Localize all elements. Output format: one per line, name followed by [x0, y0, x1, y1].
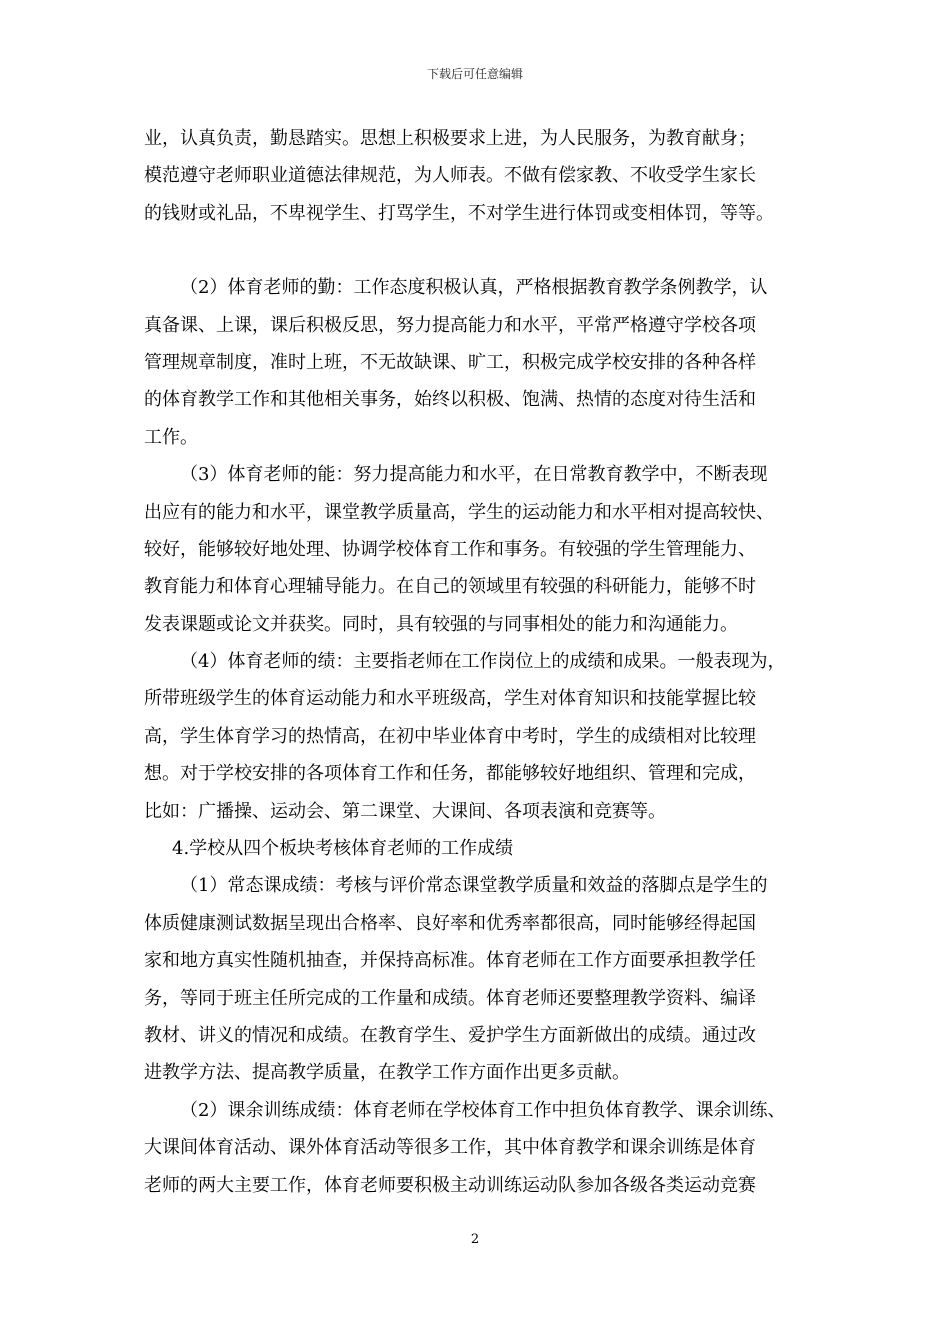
text-line: 务，等同于班主任所完成的工作量和成绩。体育老师还要整理教学资料、编译: [144, 987, 756, 1009]
text-line: 家和地方真实性随机抽查，并保持高标准。体育老师在工作方面要承担教学任: [144, 950, 756, 972]
text-line: 教育能力和体育心理辅导能力。在自己的领域里有较强的科研能力，能够不时: [144, 576, 756, 598]
paragraph-continuation: [144, 120, 809, 232]
text-line: 进教学方法、提高教学质量，在教学工作方面作出更多贡献。: [144, 1062, 630, 1084]
paragraph-regular-class: [144, 867, 809, 1091]
text-line: 比如：广播操、运动会、第二课堂、大课间、各项表演和竞赛等。: [144, 800, 666, 822]
paragraph-diligence: [144, 269, 809, 456]
text-line: 发表课题或论文并获奖。同时，具有较强的与同事相处的能力和沟通能力。: [144, 613, 738, 635]
paragraph-ability: [144, 456, 809, 643]
document-body: [144, 120, 809, 1204]
text-line: 模范遵守老师职业道德法律规范，为人师表。不做有偿家教、不收受学生家长: [144, 165, 756, 187]
text-line: 工作。: [144, 426, 198, 448]
text-line: 业，认真负责，勤恳踏实。思想上积极要求上进，为人民服务，为教育献身；: [144, 128, 756, 149]
text-line: 大课间体育活动、课外体育活动等很多工作，其中体育教学和课余训练是体育: [144, 1137, 756, 1159]
text-line: 的钱财或礼品，不卑视学生、打骂学生，不对学生进行体罚或变相体罚，等等。: [144, 202, 774, 224]
text-line: 所带班级学生的体育运动能力和水平班级高，学生对体育知识和技能掌握比较: [144, 688, 756, 710]
text-line: （2）体育老师的勤：工作态度积极认真，严格根据教育教学条例教学，认: [180, 277, 768, 299]
text-line: （4）体育老师的绩：主要指老师在工作岗位上的成绩和成果。一般表现为，: [180, 651, 786, 673]
text-line: （1）常态课成绩：考核与评价常态课堂教学质量和效益的落脚点是学生的: [180, 875, 768, 897]
paragraph-gap: [144, 232, 809, 269]
paragraph-achievement: [144, 643, 809, 830]
text-line: 想。对于学校安排的各项体育工作和任务，都能够较好地组织、管理和完成，: [144, 763, 756, 785]
text-line: 体质健康测试数据呈现出合格率、良好率和优秀率都很高，同时能够经得起国: [144, 912, 756, 934]
text-line: 较好，能够较好地处理、协调学校体育工作和事务。有较强的学生管理能力、: [144, 538, 756, 560]
text-line: 的体育教学工作和其他相关事务，始终以积极、饱满、热情的态度对待生活和: [144, 389, 756, 411]
text-line: 管理规章制度，准时上班，不无故缺课、旷工，积极完成学校安排的各种各样: [144, 351, 756, 373]
paragraph-extracurricular-training: [144, 1092, 809, 1204]
text-line: （3）体育老师的能：努力提高能力和水平，在日常教育教学中，不断表现: [180, 464, 768, 486]
text-line: 高，学生体育学习的热情高，在初中毕业体育中考时，学生的成绩相对比较理: [144, 725, 756, 747]
text-line: 教材、讲义的情况和成绩。在教育学生、爱护学生方面新做出的成绩。通过改: [144, 1024, 756, 1046]
text-line: 老师的两大主要工作，体育老师要积极主动训练运动队参加各级各类运动竞赛: [144, 1174, 756, 1196]
text-line: 出应有的能力和水平，课堂教学质量高，学生的运动能力和水平相对提高较快、: [144, 501, 774, 523]
text-line: （2）课余训练成绩：体育老师在学校体育工作中担负体育教学、课余训练、: [180, 1099, 786, 1121]
text-line: 4.学校从四个板块考核体育老师的工作成绩: [172, 838, 514, 860]
page-header: 下载后可任意编辑: [426, 67, 523, 81]
text-line: 真备课、上课，课后积极反思，努力提高能力和水平，平常严格遵守学校各项: [144, 314, 756, 336]
section-heading: [144, 830, 809, 867]
page-number: 2: [470, 1232, 480, 1247]
